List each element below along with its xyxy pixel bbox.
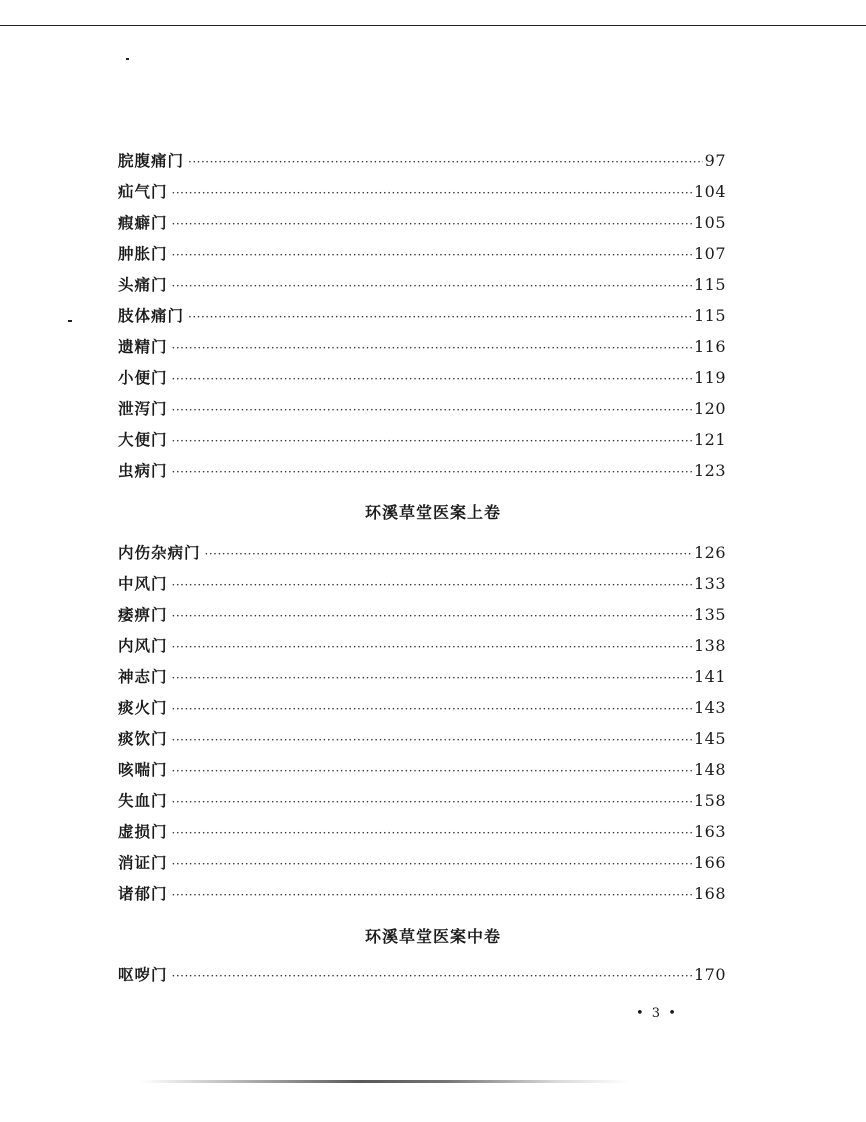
page-number: • 3 •	[636, 1006, 678, 1021]
toc-entry-title: 大便门	[118, 430, 168, 449]
toc-entry-page: 119	[693, 368, 726, 387]
toc-entry[interactable]	[118, 962, 726, 988]
toc-dot-leader	[172, 727, 692, 753]
toc-entry-page: 148	[693, 760, 726, 779]
toc-entry[interactable]	[118, 664, 726, 690]
toc-dot-leader	[172, 789, 692, 815]
toc-dot-leader	[172, 758, 692, 784]
scan-smudge	[140, 1080, 630, 1083]
toc-entry-title: 内风门	[118, 636, 168, 655]
toc-entry[interactable]	[118, 633, 726, 659]
toc-entry[interactable]	[118, 272, 726, 298]
toc-entry[interactable]	[118, 458, 726, 484]
scan-speck	[126, 58, 129, 60]
toc-dot-leader	[172, 242, 692, 268]
toc-entry-page: 123	[693, 461, 726, 480]
toc-entry-page: 105	[693, 213, 726, 232]
toc-dot-leader	[172, 572, 692, 598]
toc-entry[interactable]	[118, 210, 726, 236]
toc-entry[interactable]	[118, 757, 726, 783]
toc-dot-leader	[172, 820, 692, 846]
toc-entry[interactable]	[118, 365, 726, 391]
toc-entry[interactable]	[118, 334, 726, 360]
toc-entry[interactable]	[118, 602, 726, 628]
toc-entry-title: 痰火门	[118, 698, 168, 717]
toc-entry-page: 120	[693, 399, 726, 418]
toc-dot-leader	[172, 634, 692, 660]
toc-entry[interactable]	[118, 179, 726, 205]
toc-dot-leader	[172, 882, 692, 908]
toc-dot-leader	[172, 211, 692, 237]
toc-entry-page: 104	[693, 182, 726, 201]
toc-entry-title: 咳喘门	[118, 760, 168, 779]
toc-entry-page: 168	[693, 884, 726, 903]
toc-entry-title: 呕哕门	[118, 965, 168, 984]
scan-speck	[68, 320, 72, 322]
toc-entry-page: 138	[693, 636, 726, 655]
toc-dot-leader	[172, 335, 692, 361]
toc-entry-title: 疝气门	[118, 182, 168, 201]
toc-entry-title: 肢体痛门	[118, 306, 185, 325]
toc-dot-leader	[172, 851, 692, 877]
toc-entry-page: 115	[693, 275, 726, 294]
toc-dot-leader	[172, 397, 692, 423]
toc-entry-page: 141	[693, 667, 726, 686]
toc-dot-leader	[172, 696, 692, 722]
toc-entry-page: 97	[704, 151, 726, 170]
toc-dot-leader	[172, 180, 692, 206]
toc-dot-leader	[172, 603, 692, 629]
toc-entry-title: 肿胀门	[118, 244, 168, 263]
toc-dot-leader	[188, 304, 692, 330]
toc-entry[interactable]	[118, 303, 726, 329]
toc-dot-leader	[188, 149, 703, 175]
toc-entry[interactable]	[118, 695, 726, 721]
toc-entry[interactable]	[118, 788, 726, 814]
toc-entry[interactable]	[118, 241, 726, 267]
toc-entry[interactable]	[118, 726, 726, 752]
toc-entry[interactable]	[118, 571, 726, 597]
toc-entry-title: 神志门	[118, 667, 168, 686]
toc-entry-page: 143	[693, 698, 726, 717]
toc-entry-title: 痿痹门	[118, 605, 168, 624]
toc-entry-title: 诸郁门	[118, 884, 168, 903]
toc-entry-page: 133	[693, 574, 726, 593]
toc-dot-leader	[172, 963, 692, 989]
toc-entry-page: 135	[693, 605, 726, 624]
toc-entry-title: 虫病门	[118, 461, 168, 480]
toc-entry[interactable]	[118, 427, 726, 453]
toc-entry-page: 115	[693, 306, 726, 325]
toc-entry-title: 消证门	[118, 853, 168, 872]
toc-dot-leader	[172, 428, 692, 454]
toc-entry[interactable]	[118, 396, 726, 422]
toc-entry-page: 116	[693, 337, 726, 356]
toc-entry-title: 小便门	[118, 368, 168, 387]
toc-entry-page: 163	[693, 822, 726, 841]
toc-entry-page: 126	[693, 543, 726, 562]
toc-dot-leader	[172, 273, 692, 299]
toc-entry-title: 脘腹痛门	[118, 151, 185, 170]
toc-entry[interactable]	[118, 540, 726, 566]
toc-entry[interactable]	[118, 819, 726, 845]
toc-entry-title: 遗精门	[118, 337, 168, 356]
toc-entry-title: 痰饮门	[118, 729, 168, 748]
toc-entry-page: 107	[693, 244, 726, 263]
toc-entry-title: 瘕癖门	[118, 213, 168, 232]
section-heading: 环溪草堂医案中卷	[364, 927, 501, 946]
toc-dot-leader	[205, 541, 692, 567]
section-heading: 环溪草堂医案上卷	[364, 503, 501, 522]
toc-entry-page: 170	[693, 965, 726, 984]
toc-entry-title: 内伤杂病门	[118, 543, 201, 562]
toc-entry-title: 泄泻门	[118, 399, 168, 418]
toc-dot-leader	[172, 665, 692, 691]
toc-entry-page: 158	[693, 791, 726, 810]
toc-entry-title: 失血门	[118, 791, 168, 810]
toc-entry-page: 145	[693, 729, 726, 748]
toc-dot-leader	[172, 459, 692, 485]
toc-entry-page: 166	[693, 853, 726, 872]
toc-entry-page: 121	[693, 430, 726, 449]
toc-entry-title: 中风门	[118, 574, 168, 593]
toc-entry[interactable]	[118, 850, 726, 876]
toc-entry-title: 头痛门	[118, 275, 168, 294]
toc-entry[interactable]	[118, 881, 726, 907]
toc-entry[interactable]	[118, 148, 726, 174]
toc-dot-leader	[172, 366, 692, 392]
toc-entry-title: 虚损门	[118, 822, 168, 841]
top-rule	[0, 25, 866, 26]
